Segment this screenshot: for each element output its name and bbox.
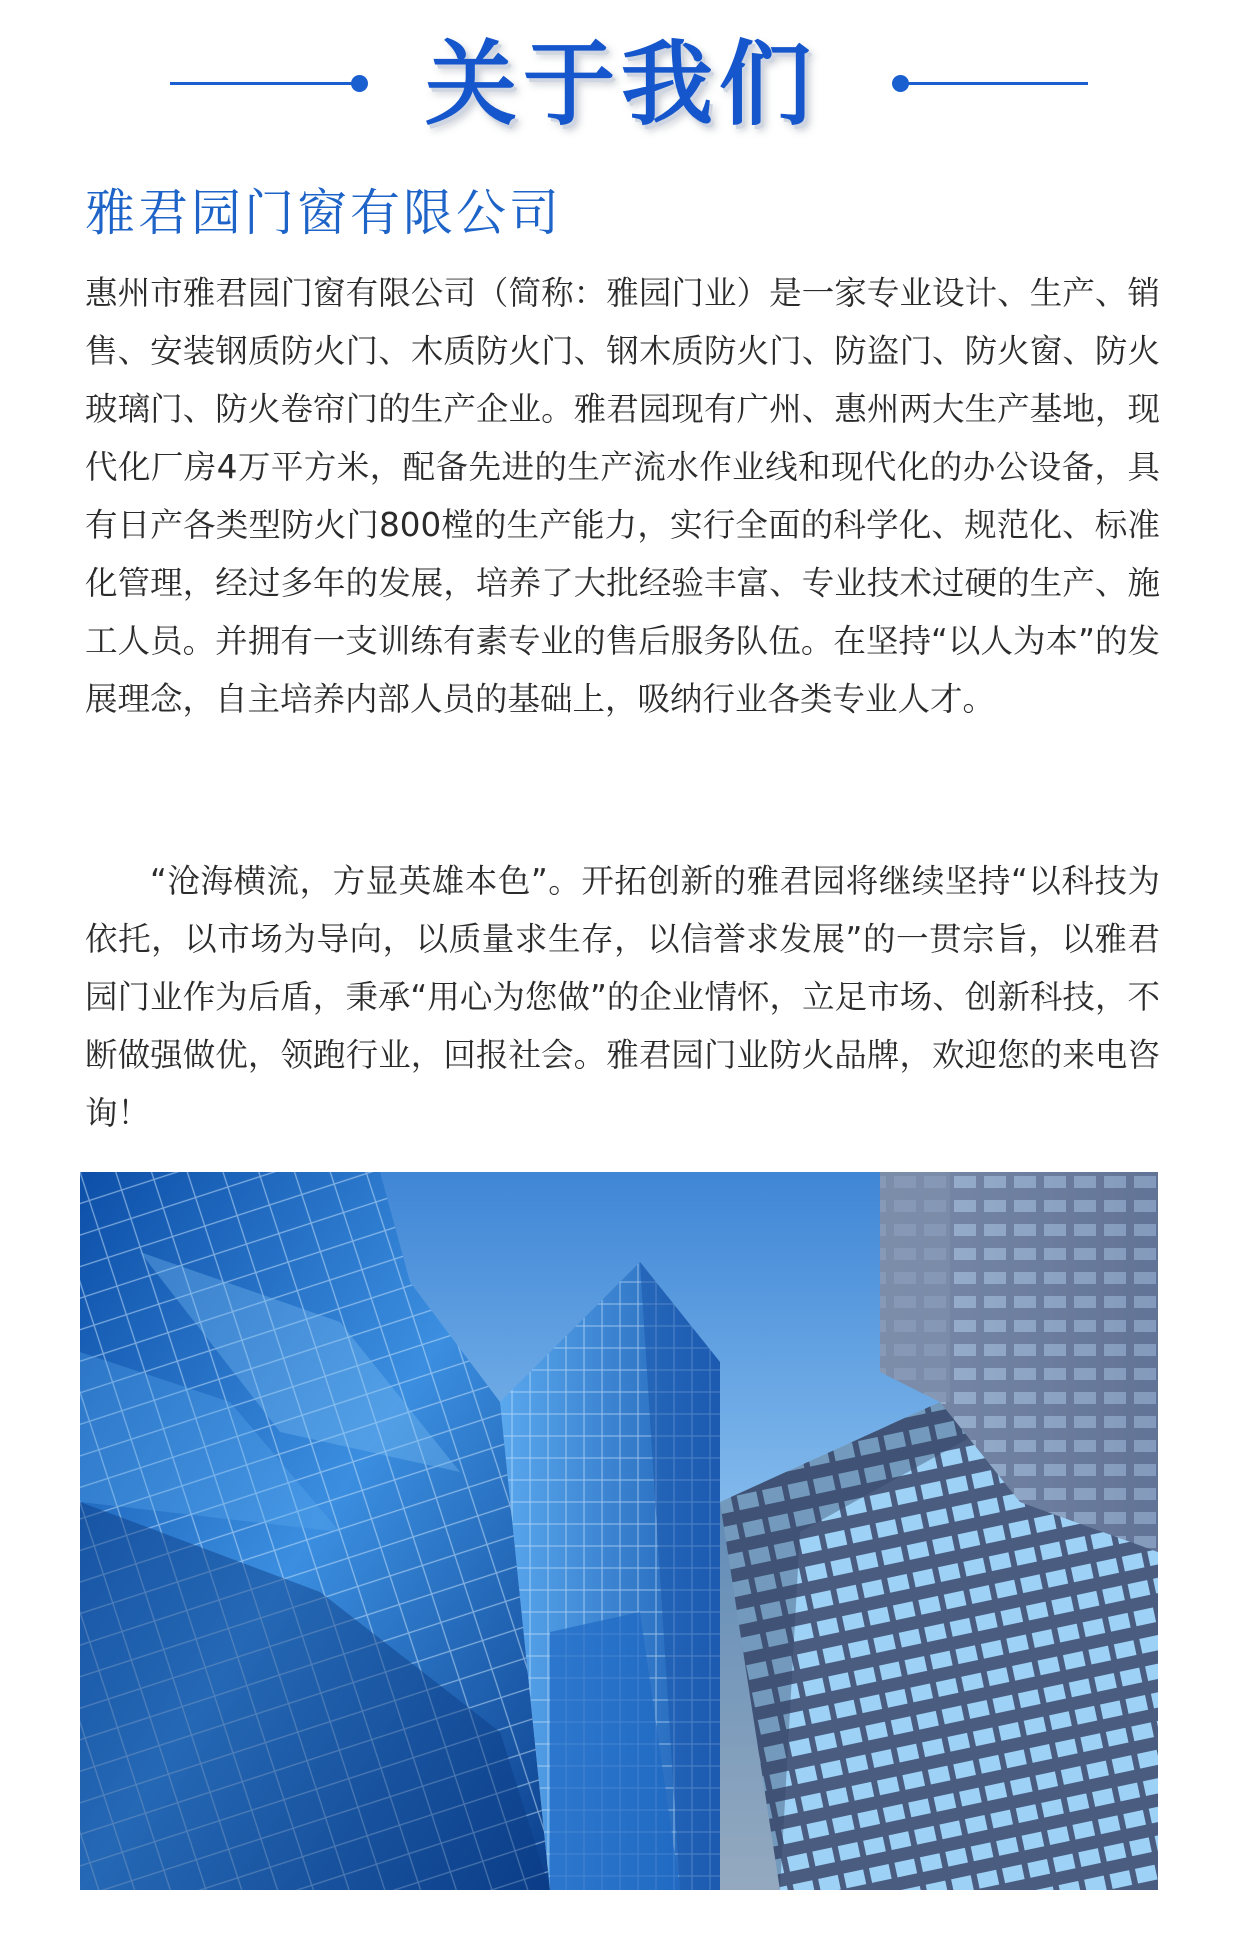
intro-paragraph-1: 惠州市雅君园门窗有限公司（简称：雅园门业）是一家专业设计、生产、销售、安装钢质防火门、木质防火门、钢木质防火门、防盗门、防火窗、防火玻璃门、防火卷帘门的生产企业。雅君园现有广州、惠州两大生产基地，现代化厂房4万平方米，配备先进的生产流水作业线和现代化的办公设备，具有日产各类型防火门800樘的生产能力，实行全面的科学化、规范化、标准化管理，经过多年的发展，培养了大批经验丰富、专业技术过硬的生产、施工人员。并拥有一支训练有素专业的售后服务队伍。在坚持“以人为本”的发展理念，自主培养内部人员的基础上，吸纳行业各类专业人才。 bbox=[85, 274, 1160, 718]
skyscraper-illustration bbox=[80, 1172, 1158, 1890]
intro-paragraph-2: “沧海横流，方显英雄本色”。开拓创新的雅君园将继续坚持“以科技为依托，以市场为导向，以质量求生存，以信誉求发展”的一贯宗旨，以雅君园门业作为后盾，秉承“用心为您做”的企业情怀，立足市场、创新科技，不断做强做优，领跑行业，回报社会。雅君园门业防火品牌，欢迎您的来电咨询！ bbox=[85, 862, 1160, 1132]
company-name: 雅君园门窗有限公司 bbox=[85, 184, 562, 242]
section-header bbox=[0, 0, 1242, 140]
building-photo bbox=[80, 1172, 1158, 1890]
page-title: 关于我们 bbox=[424, 31, 817, 138]
